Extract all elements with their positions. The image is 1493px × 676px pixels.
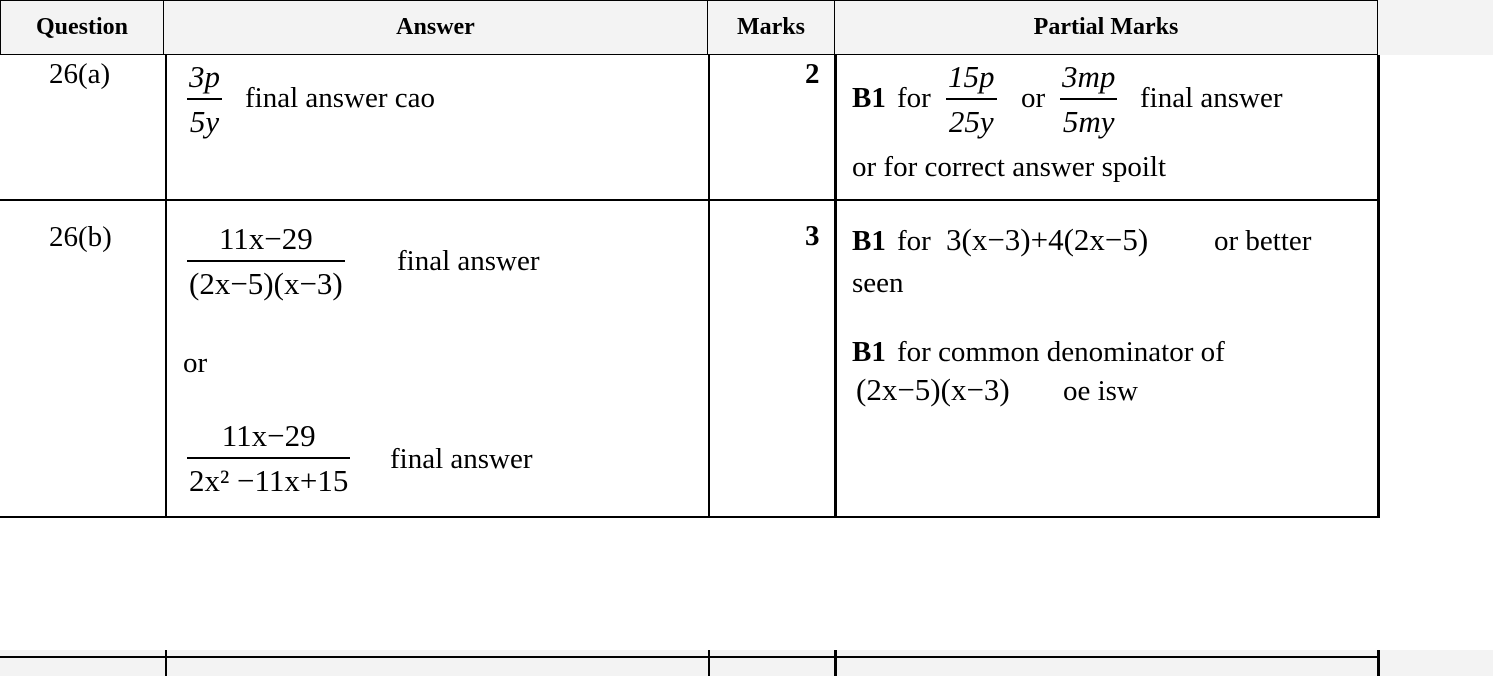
answer-text: final answer xyxy=(390,443,533,475)
partial-text: or for correct answer spoilt xyxy=(852,151,1167,183)
partial-expression: (2x−5)(x−3) xyxy=(856,372,1010,407)
partial-text: final answer xyxy=(1140,82,1283,114)
row-divider xyxy=(0,199,1380,201)
answer-fraction xyxy=(187,61,222,137)
row-divider xyxy=(0,516,1380,518)
grid-line xyxy=(834,650,837,676)
partial-text: for xyxy=(897,225,931,257)
fraction-numerator: 11x−29 xyxy=(218,221,313,256)
fraction-numerator: 11x−29 xyxy=(221,418,316,453)
header-question: Question xyxy=(0,0,164,55)
partial-text: or better xyxy=(1214,225,1312,257)
grid-line xyxy=(1377,55,1380,518)
grid-line xyxy=(708,55,710,518)
partial-text: seen xyxy=(852,267,904,299)
fraction-denominator: 25y xyxy=(948,103,994,139)
b1-label: B1 xyxy=(852,82,886,114)
partial-text: or xyxy=(1021,82,1046,114)
answer-text: or xyxy=(183,347,208,379)
fraction-denominator: (2x−5)(x−3) xyxy=(189,265,343,301)
b1-label: B1 xyxy=(852,225,886,257)
header-partial-marks: Partial Marks xyxy=(834,0,1378,55)
fraction-denominator: 5y xyxy=(189,103,220,139)
question-number: 26(a) xyxy=(49,58,111,90)
partial-text: for xyxy=(897,82,931,114)
fraction-denominator: 5my xyxy=(1062,103,1115,139)
partial-fraction xyxy=(1060,61,1117,137)
b1-label: B1 xyxy=(852,336,886,368)
answer-text: final answer cao xyxy=(245,82,436,114)
grid-line xyxy=(165,55,167,518)
marks-value: 3 xyxy=(805,220,820,252)
header-answer: Answer xyxy=(163,0,708,55)
answer-text: final answer xyxy=(397,245,540,277)
next-table-border xyxy=(0,656,1380,658)
grid-line xyxy=(165,650,167,676)
header-marks: Marks xyxy=(707,0,835,55)
fraction-numerator: 3p xyxy=(189,59,220,94)
question-number: 26(b) xyxy=(49,221,112,253)
grid-line xyxy=(834,55,837,518)
grid-line xyxy=(1377,650,1380,676)
grid-line xyxy=(708,650,710,676)
next-table-header-background xyxy=(0,650,1493,676)
fraction-numerator: 3mp xyxy=(1062,59,1116,94)
fraction-numerator: 15p xyxy=(948,59,995,94)
fraction-denominator: 2x² −11x+15 xyxy=(189,462,349,498)
marks-value: 2 xyxy=(805,58,820,90)
partial-fraction xyxy=(946,61,997,137)
answer-fraction xyxy=(187,420,350,496)
partial-text: oe isw xyxy=(1063,375,1138,407)
partial-text: for common denominator of xyxy=(897,336,1225,368)
answer-fraction xyxy=(187,223,345,299)
partial-expression: 3(x−3)+4(2x−5) xyxy=(946,222,1149,257)
